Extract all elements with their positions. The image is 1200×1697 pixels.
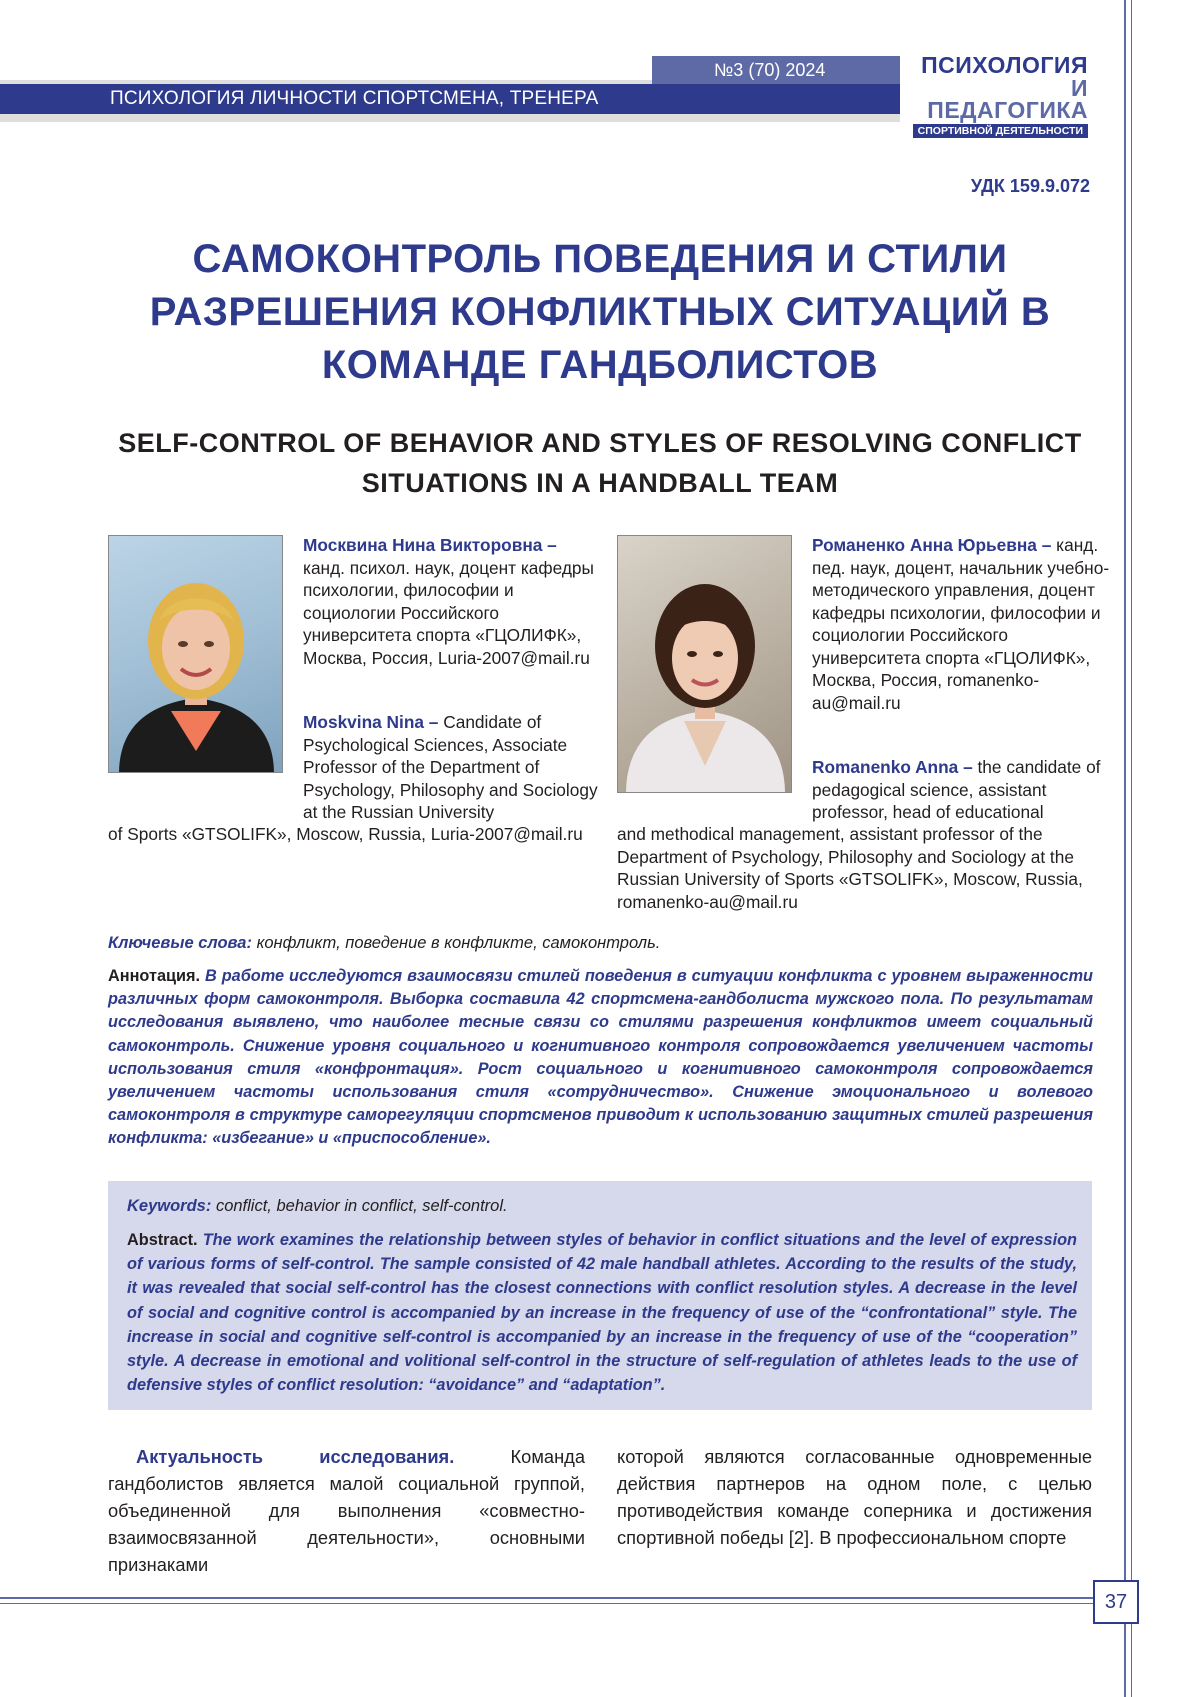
section-lead: Актуальность исследования. bbox=[136, 1446, 454, 1467]
journal-logo-line3: СПОРТИВНОЙ ДЕЯТЕЛЬНОСТИ bbox=[913, 124, 1088, 138]
author1-desc-en: Candidate of Psychological Sciences, Associate Professor of the Department of Psychology, Philosophy and Sociology at the Russian University bbox=[303, 712, 598, 822]
frame-line bbox=[0, 1597, 1095, 1599]
abstract-en bbox=[127, 1228, 1077, 1397]
title-russian: САМОКОНТРОЛЬ ПОВЕДЕНИЯ И СТИЛИ РАЗРЕШЕНИЯ КОНФЛИКТНЫХ СИТУАЦИЙ В КОМАНДЕ ГАНДБОЛИСТОВ bbox=[100, 233, 1100, 392]
author1-desc-ru: канд. психол. наук, доцент кафедры психологии, философии и социологии Российского университета спорта «ГЦОЛИФК», Москва, Россия, Luria-2007@mail.ru bbox=[303, 558, 594, 668]
author1-photo bbox=[108, 535, 283, 773]
frame-line bbox=[1124, 0, 1126, 1697]
abstract-ru-label: Аннотация. bbox=[108, 967, 200, 985]
frame-line bbox=[0, 1603, 1095, 1604]
author2-name-ru: Романенко Анна Юрьевна – bbox=[812, 535, 1051, 555]
author1-name-en: Moskvina Nina – bbox=[303, 712, 438, 732]
author1-en-cont: of Sports «GTSOLIFK», Moscow, Russia, Luria-2007@mail.ru bbox=[108, 823, 598, 846]
author1-name-ru: Москвина Нина Викторовна – bbox=[303, 535, 557, 555]
abstract-en-label: Abstract. bbox=[127, 1231, 198, 1249]
journal-logo-line2: И ПЕДАГОГИКА bbox=[908, 77, 1088, 121]
body-text-1: Команда гандболистов является малой социальной группой, объединенной для выполнения «совместно-взаимосвязанной деятельности», основными признаками bbox=[108, 1446, 585, 1575]
body-column-1 bbox=[108, 1443, 585, 1578]
author2-en-cont: and methodical management, assistant professor of the Department of Psychology, Philosophy and Sociology at the Russian University of Sports «GTSOLIFK», Moscow, Russia, romanenko-au@mail.ru bbox=[617, 823, 1107, 913]
journal-logo-line1: ПСИХОЛОГИЯ bbox=[908, 54, 1088, 77]
frame-line bbox=[1131, 0, 1132, 1697]
author2-desc-ru: канд. пед. наук, доцент, начальник учебно-методического управления, доцент кафедры психологии, философии и социологии Российского университета спорта «ГЦОЛИФК», Москва, Россия, romanenko-au@mail.ru bbox=[812, 535, 1109, 713]
author1-en bbox=[303, 711, 598, 824]
abstract-ru bbox=[108, 965, 1093, 1151]
issue-number: №3 (70) 2024 bbox=[652, 56, 900, 84]
keywords-ru-label: Ключевые слова: bbox=[108, 934, 252, 952]
author1-ru bbox=[303, 534, 598, 669]
keywords-ru-text: конфликт, поведение в конфликте, самоконтроль. bbox=[257, 934, 661, 952]
author2-name-en: Romanenko Anna – bbox=[812, 757, 973, 777]
abstract-en-text: The work examines the relationship between styles of behavior in conflict situations and the level of expression of various forms of self-control. The sample consisted of 42 male handball athletes. According to the results of the study, it was revealed that social self-control has the closest connections with conflict resolution styles. A decrease in the level of social and cognitive control is accompanied by an increase in the frequency of use of the “confrontational” style. The increase in social and cognitive self-control is accompanied by an increase in the frequency of use of the “cooperation” style. A decrease in emotional and volitional self-control in the structure of self-regulation of athletes leads to the use of defensive styles of conflict resolution: “avoidance” and “adaptation”. bbox=[127, 1231, 1077, 1394]
author2-ru bbox=[812, 534, 1112, 714]
author2-en bbox=[812, 756, 1112, 824]
section-title: ПСИХОЛОГИЯ ЛИЧНОСТИ СПОРТСМЕНА, ТРЕНЕРА bbox=[0, 84, 900, 114]
body-column-2: которой являются согласованные одновременные действия партнеров на одном поле, с целью противодействия команде соперника и достижения спортивной победы [2]. В профессиональном спорте bbox=[617, 1443, 1092, 1551]
title-english: SELF-CONTROL OF BEHAVIOR AND STYLES OF RESOLVING CONFLICT SITUATIONS IN A HANDBALL TEAM bbox=[100, 423, 1100, 503]
author2-desc-en: the candidate of pedagogical science, assistant professor, head of educational bbox=[812, 757, 1101, 822]
abstract-ru-text: В работе исследуются взаимосвязи стилей поведения в ситуации конфликта с уровнем выраженности различных форм самоконтроля. Выборка составила 42 спортсмена-гандболиста мужского пола. По результатам исследования выявлено, что наиболее тесные связи со стилями разрешения конфликтов имеет социальный самоконтроль. Снижение уровня социального и когнитивного контроля сопровождается увеличением частоты использования стиля «конфронтация». Рост социального и когнитивного самоконтроля сопровождается увеличением частоты использования стиля «сотрудничество». Снижение эмоционального и волевого самоконтроля в структуре саморегуляции спортсменов приводит к использованию защитных стилей разрешения конфликта: «избегание» и «приспособление». bbox=[108, 967, 1093, 1147]
journal-logo bbox=[908, 54, 1088, 139]
keywords-en-text: conflict, behavior in conflict, self-control. bbox=[216, 1197, 508, 1215]
keywords-en-label: Keywords: bbox=[127, 1197, 211, 1215]
page-number: 37 bbox=[1093, 1580, 1139, 1624]
udk-code: УДК 159.9.072 bbox=[971, 176, 1090, 197]
author2-photo bbox=[617, 535, 792, 793]
keywords-ru bbox=[108, 932, 1093, 954]
keywords-en bbox=[127, 1195, 1077, 1217]
